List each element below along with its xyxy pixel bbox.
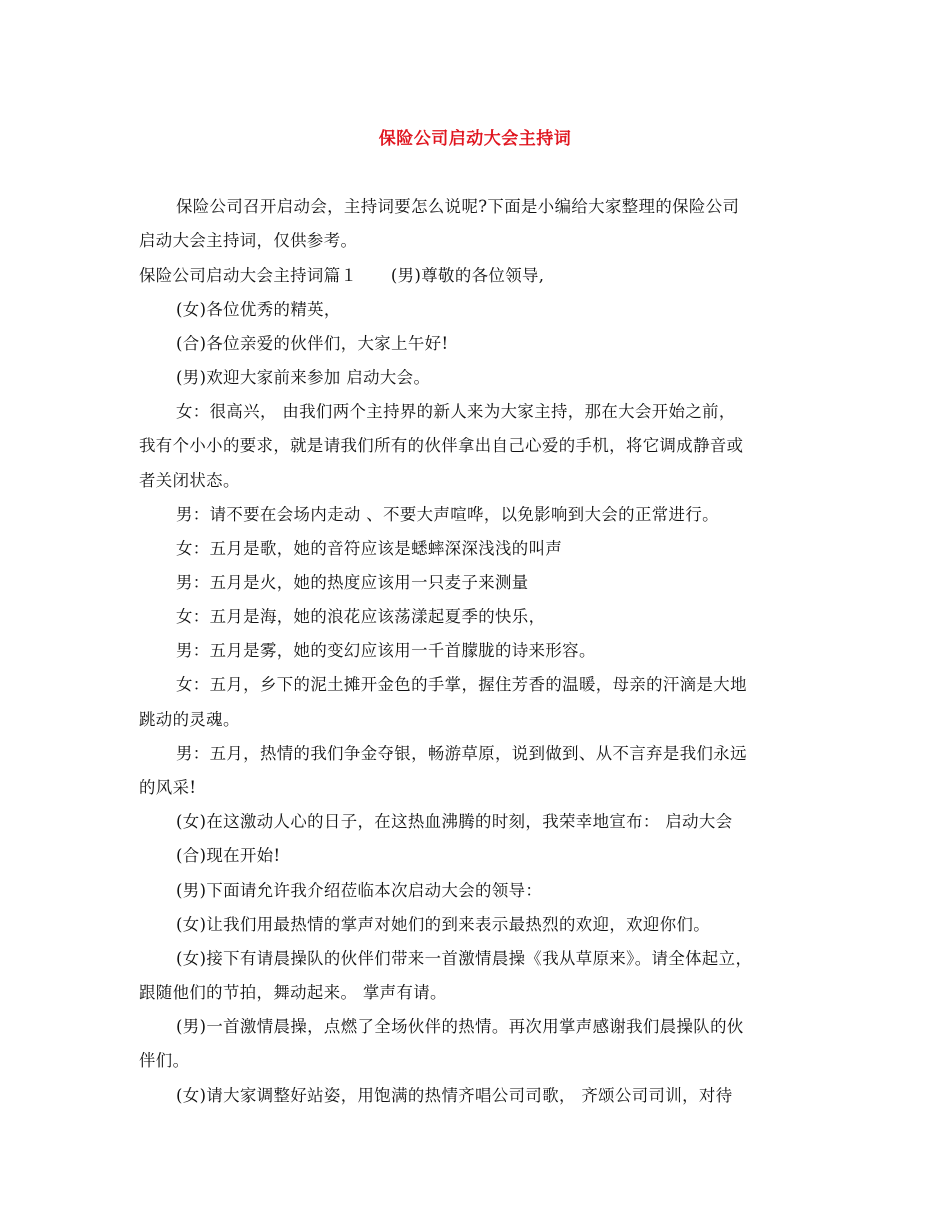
paragraph-line: 跟随他们的节拍，舞动起来。 掌声有请。 [139, 983, 447, 1002]
paragraph-line: (女)请大家调整好站姿，用饱满的热情齐唱公司司歌， 齐颂公司司训，对待 [176, 1086, 733, 1105]
paragraph-line: (女)各位优秀的精英， [176, 300, 341, 319]
paragraph-line: (男)欢迎大家前来参加 启动大会。 [176, 368, 431, 387]
paragraph-line: 者关闭状态。 [139, 471, 240, 490]
paragraph-line: 的风采! [139, 778, 197, 797]
paragraph-line: 女：五月是歌，她的音符应该是蟋蟀深深浅浅的叫声 [176, 539, 563, 558]
paragraph-line: 伴们。 [139, 1051, 190, 1070]
paragraph-line: 男：五月是雾，她的变幻应该用一千首朦胧的诗来形容。 [176, 641, 596, 660]
paragraph-line: (合)各位亲爱的伙伴们，大家上午好! [176, 334, 449, 353]
paragraph-line: 女：很高兴， 由我们两个主持界的新人来为大家主持，那在大会开始之前， [176, 402, 736, 421]
paragraph-line: (女)在这激动人心的日子，在这热血沸腾的时刻，我荣幸地宣布： 启动大会 [176, 812, 733, 831]
paragraph-line: 启动大会主持词，仅供参考。 [139, 231, 358, 250]
paragraph-line: 男：五月，热情的我们争金夺银，畅游草原，说到做到、从不言弃是我们永远 [176, 744, 747, 763]
paragraph-line: 跳动的灵魂。 [139, 710, 240, 729]
paragraph-line: 保险公司启动大会主持词篇１ (男)尊敬的各位领导, [139, 266, 545, 285]
paragraph-line: 女：五月是海，她的浪花应该荡漾起夏季的快乐， [176, 607, 546, 626]
paragraph-line: 我有个小小的要求，就是请我们所有的伙伴拿出自己心爱的手机，将它调成静音或 [139, 436, 744, 455]
paragraph-line: (女)让我们用最热情的掌声对她们的到来表示最热烈的欢迎，欢迎你们。 [176, 915, 711, 934]
paragraph-line: 男：请不要在会场内走动 、不要大声喧哗，以免影响到大会的正常进行。 [176, 505, 719, 524]
paragraph-line: (合)现在开始! [176, 846, 281, 865]
paragraph-line: (女)接下有请晨操队的伙伴们带来一首激情晨操《我从草原来》。请全体起立， [176, 949, 753, 968]
document-title: 保险公司启动大会主持词 [378, 129, 572, 149]
paragraph-line: 男：五月是火，她的热度应该用一只麦子来测量 [176, 573, 529, 592]
paragraph-line: 女：五月，乡下的泥土摊开金色的手掌，握住芳香的温暖，母亲的汗滴是大地 [176, 675, 747, 694]
paragraph-line: (男)一首激情晨操，点燃了全场伙伴的热情。再次用掌声感谢我们晨操队的伙 [176, 1017, 744, 1036]
paragraph-line: (男)下面请允许我介绍莅临本次启动大会的领导： [176, 881, 543, 900]
paragraph-line: 保险公司召开启动会，主持词要怎么说呢?下面是小编给大家整理的保险公司 [176, 197, 740, 216]
